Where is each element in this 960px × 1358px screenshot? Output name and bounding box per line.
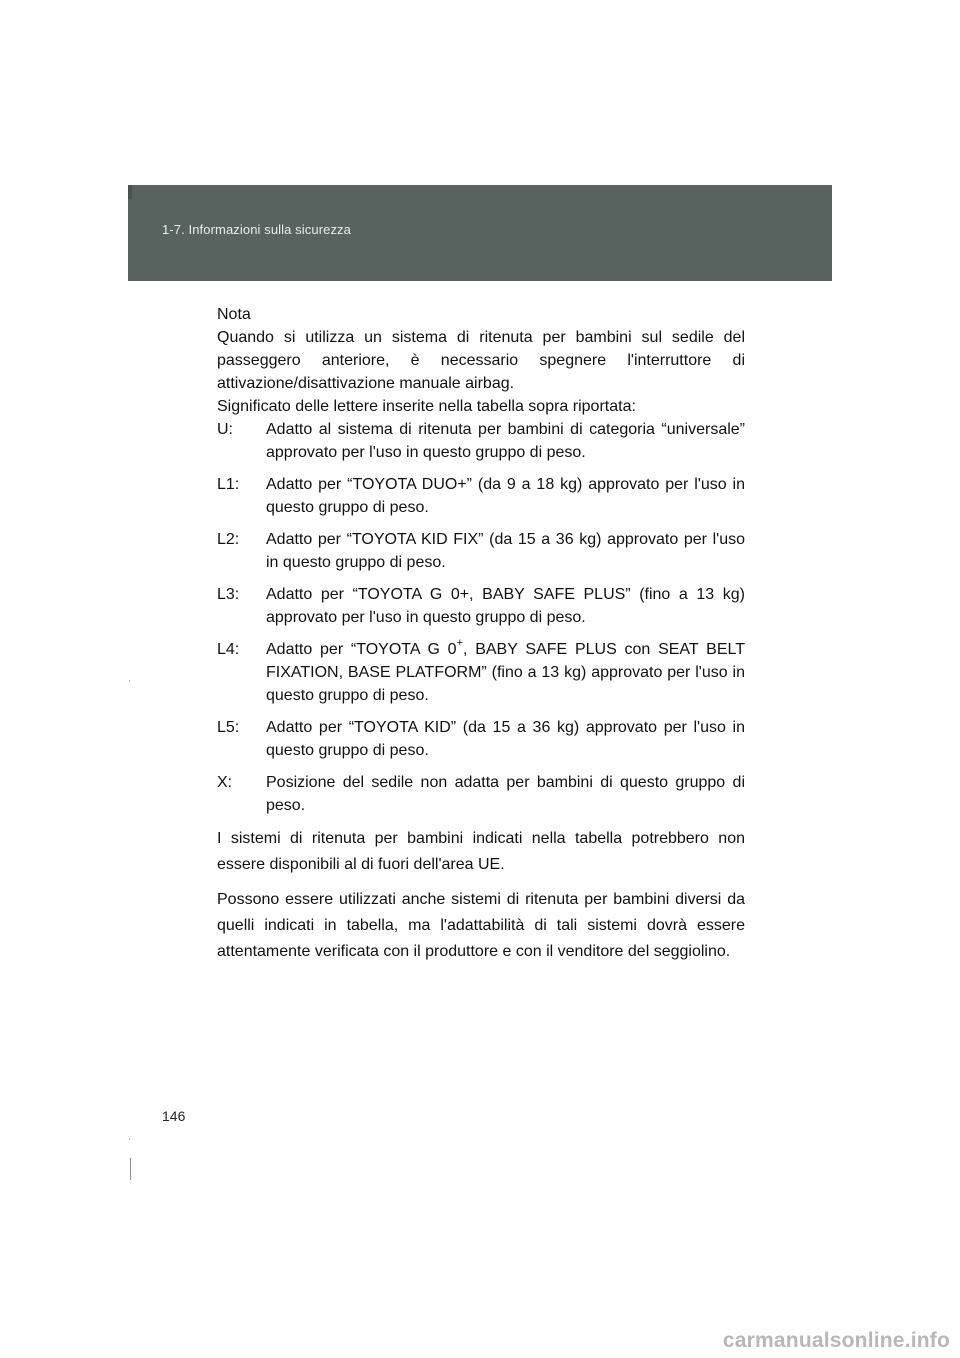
legend-intro: Significato delle lettere inserite nella tabella sopra riportata: (217, 398, 636, 415)
other-systems-note: Possono essere utilizzati anche sistemi di ritenuta per bambini diversi da quelli indicati in tabella, ma l'adattabilità di tali sistemi dovrà essere attentamente verificata con il produttore e con il venditore del seggiolino. (217, 891, 745, 960)
definition-term: L5: (217, 719, 240, 736)
page-number: 146 (162, 1108, 186, 1124)
definition-desc-part: Adatto per “TOYOTA G 0 (266, 641, 457, 658)
superscript-plus: + (456, 636, 463, 649)
definition-term: L4: (217, 641, 240, 658)
legend-definitions (217, 418, 745, 817)
watermark: carmanualsonline.info (722, 1329, 950, 1352)
definition-desc: Adatto per “TOYOTA G 0+, BABY SAFE PLUS” (fino a 13 kg) approvato per l'uso in questo gruppo di peso. (266, 586, 745, 626)
definition-desc: Adatto per “TOYOTA KID” (da 15 a 36 kg) approvato per l'uso in questo gruppo di peso. (266, 719, 745, 759)
definition-term: L1: (217, 476, 240, 493)
definition-term: L3: (217, 586, 240, 603)
page-content (217, 303, 745, 965)
definition-l3 (217, 583, 745, 629)
definition-l2 (217, 528, 745, 574)
definition-u (217, 418, 745, 464)
section-title: 1-7. Informazioni sulla sicurezza (162, 222, 351, 237)
definition-desc: Adatto per “TOYOTA KID FIX” (da 15 a 36 kg) approvato per l'uso in questo gruppo di peso. (266, 531, 745, 571)
definition-l4 (217, 638, 745, 707)
note-text: Quando si utilizza un sistema di ritenuta per bambini sul sedile del passeggero anteriore, è necessario spegnere l'interruttore di attivazione/disattivazione manuale airbag. (217, 329, 745, 392)
definition-l5 (217, 716, 745, 762)
definition-l1 (217, 473, 745, 519)
definition-desc-part: , BABY SAFE PLUS con SEAT BELT FIXATION, BASE PLATFORM” (fino a 13 kg) approvato per l'uso in questo gruppo di peso. (266, 641, 745, 704)
note-heading: Nota (217, 306, 251, 323)
definition-term: L2: (217, 531, 240, 548)
crop-mark (130, 1158, 131, 1180)
definition-desc: Posizione del sedile non adatta per bambini di questo gruppo di peso. (266, 774, 745, 814)
crop-tick (129, 1138, 130, 1140)
definition-term: X: (217, 774, 233, 791)
definition-x (217, 771, 745, 817)
definition-term: U: (217, 421, 233, 438)
availability-note: I sistemi di ritenuta per bambini indicati nella tabella potrebbero non essere disponibili al di fuori dell'area UE. (217, 830, 745, 873)
definition-desc: Adatto al sistema di ritenuta per bambini di categoria “universale” approvato per l'uso in questo gruppo di peso. (266, 421, 745, 461)
crop-tick (129, 680, 130, 682)
header-corner-mark (128, 185, 132, 199)
definition-desc (266, 638, 745, 707)
definition-desc: Adatto per “TOYOTA DUO+” (da 9 a 18 kg) approvato per l'uso in questo gruppo di peso. (266, 476, 745, 516)
section-header-bar (128, 185, 832, 281)
